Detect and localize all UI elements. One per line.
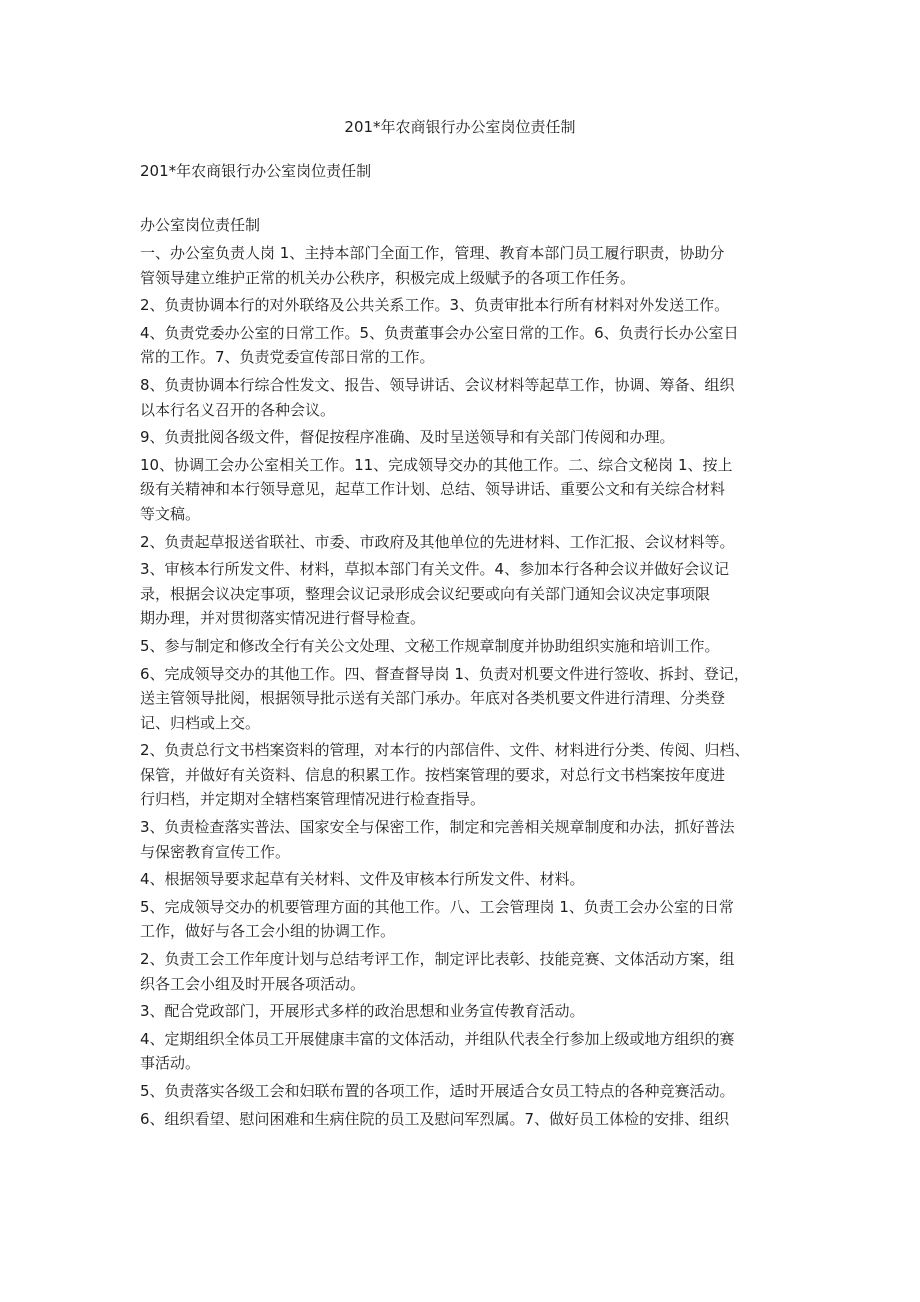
paragraph — [140, 530, 800, 555]
paragraph-line: 4、定期组织全体员工开展健康丰富的文体活动，并组队代表全行参加上级或地方组织的赛 — [140, 1029, 735, 1048]
paragraph-line: 期办理，并对贯彻落实情况进行督导检查。 — [140, 609, 426, 628]
paragraph-line: 6、完成领导交办的其他工作。四、督查督导岗 1、负责对机要文件进行签收、拆封、登记， — [140, 664, 749, 683]
paragraph-line: 记、归档或上交。 — [140, 713, 261, 732]
paragraph — [140, 557, 800, 631]
paragraph-line: 3、配合党政部门，开展形式多样的政治思想和业务宣传教育活动。 — [140, 1002, 585, 1021]
paragraph — [140, 241, 800, 290]
paragraph-line: 管领导建立维护正常的机关办公秩序，积极完成上级赋予的各项工作任务。 — [140, 268, 636, 287]
paragraph-line: 5、负责落实各级工会和妇联布置的各项工作，适时开展适合女员工特点的各种竞赛活动。 — [140, 1082, 735, 1100]
paragraph-line: 与保密教育宣传工作。 — [140, 842, 291, 861]
paragraph-list — [140, 241, 800, 1131]
paragraph-line: 常的工作。7、负责党委宣传部日常的工作。 — [140, 348, 435, 367]
document-body — [140, 214, 800, 1134]
paragraph-line: 2、负责工会工作年度计划与总结考评工作，制定评比表彰、技能竞赛、文体活动方案，组 — [140, 950, 735, 969]
paragraph — [140, 293, 800, 318]
paragraph — [140, 634, 800, 659]
paragraph-line: 一、办公室负责人岗 1、主持本部门全面工作，管理、教育本部门员工履行职责，协助分 — [140, 244, 725, 262]
paragraph-line: 以本行名义召开的各种会议。 — [140, 400, 336, 419]
paragraph — [140, 815, 800, 864]
section-title: 办公室岗位责任制 — [140, 216, 261, 234]
paragraph-line: 10、协调工会办公室相关工作。11、完成领导交办的其他工作。二、综合文秘岗 1、按上 — [140, 455, 733, 474]
paragraph-line: 3、审核本行所发文件、材料，草拟本部门有关文件。4、参加本行各种会议并做好会议记 — [140, 560, 730, 579]
paragraph-line: 送主管领导批阅，根据领导批示送有关部门承办。年底对各类机要文件进行清理、分类登 — [140, 689, 726, 708]
paragraph-line: 6、组织看望、慰问困难和生病住院的员工及慰问军烈属。7、做好员工体检的安排、组织 — [140, 1109, 730, 1128]
paragraph — [140, 1027, 800, 1076]
paragraph — [140, 738, 800, 812]
paragraph — [140, 895, 800, 944]
paragraph-line: 事活动。 — [140, 1054, 201, 1073]
paragraph-line: 织各工会小组及时开展各项活动。 — [140, 974, 366, 993]
paragraph — [140, 1079, 800, 1104]
paragraph-line: 2、负责起草报送省联社、市委、市政府及其他单位的先进材料、工作汇报、会议材料等。 — [140, 532, 735, 551]
paragraph-line: 录，根据会议决定事项，整理会议记录形成会议纪要或向有关部门通知会议决定事项限 — [140, 584, 711, 603]
paragraph-line: 8、负责协调本行综合性发文、报告、领导讲话、会议材料等起草工作，协调、筹备、组织 — [140, 375, 735, 394]
paragraph-line: 行归档，并定期对全辖档案管理情况进行检查指导。 — [140, 790, 486, 809]
paragraph-line: 4、根据领导要求起草有关材料、文件及审核本行所发文件、材料。 — [140, 870, 585, 889]
paragraph — [140, 999, 800, 1024]
paragraph — [140, 662, 800, 736]
paragraph — [140, 425, 800, 450]
paragraph-line: 9、负责批阅各级文件，督促按程序准确、及时呈送领导和有关部门传阅和办理。 — [140, 428, 675, 447]
paragraph — [140, 453, 800, 527]
paragraph-line: 2、负责协调本行的对外联络及公共关系工作。3、负责审批本行所有材料对外发送工作。 — [140, 296, 730, 315]
document-title: 201*年农商银行办公室岗位责任制 — [344, 118, 576, 136]
paragraph — [140, 321, 800, 370]
paragraph-line: 等文稿。 — [140, 504, 201, 523]
paragraph-line: 2、负责总行文书档案资料的管理，对本行的内部信件、文件、材料进行分类、传阅、归档、 — [140, 741, 750, 760]
paragraph — [140, 373, 800, 422]
document-subtitle: 201*年农商银行办公室岗位责任制 — [140, 162, 372, 180]
paragraph-line: 5、参与制定和修改全行有关公文处理、文秘工作规章制度并协助组织实施和培训工作。 — [140, 636, 720, 655]
paragraph-line: 工作，做好与各工会小组的协调工作。 — [140, 922, 396, 941]
paragraph-line: 5、完成领导交办的机要管理方面的其他工作。八、工会管理岗 1、负责工会办公室的日常 — [140, 897, 734, 916]
paragraph-line: 3、负责检查落实普法、国家安全与保密工作，制定和完善相关规章制度和办法，抓好普法 — [140, 818, 735, 837]
paragraph-line: 4、负责党委办公室的日常工作。5、负责董事会办公室日常的工作。6、负责行长办公室日 — [140, 323, 739, 342]
paragraph-line: 级有关精神和本行领导意见，起草工作计划、总结、领导讲话、重要公文和有关综合材料 — [140, 480, 726, 499]
paragraph — [140, 1107, 800, 1132]
paragraph — [140, 947, 800, 996]
paragraph-line: 保管，并做好有关资料、信息的积累工作。按档案管理的要求，对总行文书档案按年度进 — [140, 765, 726, 784]
paragraph — [140, 867, 800, 892]
